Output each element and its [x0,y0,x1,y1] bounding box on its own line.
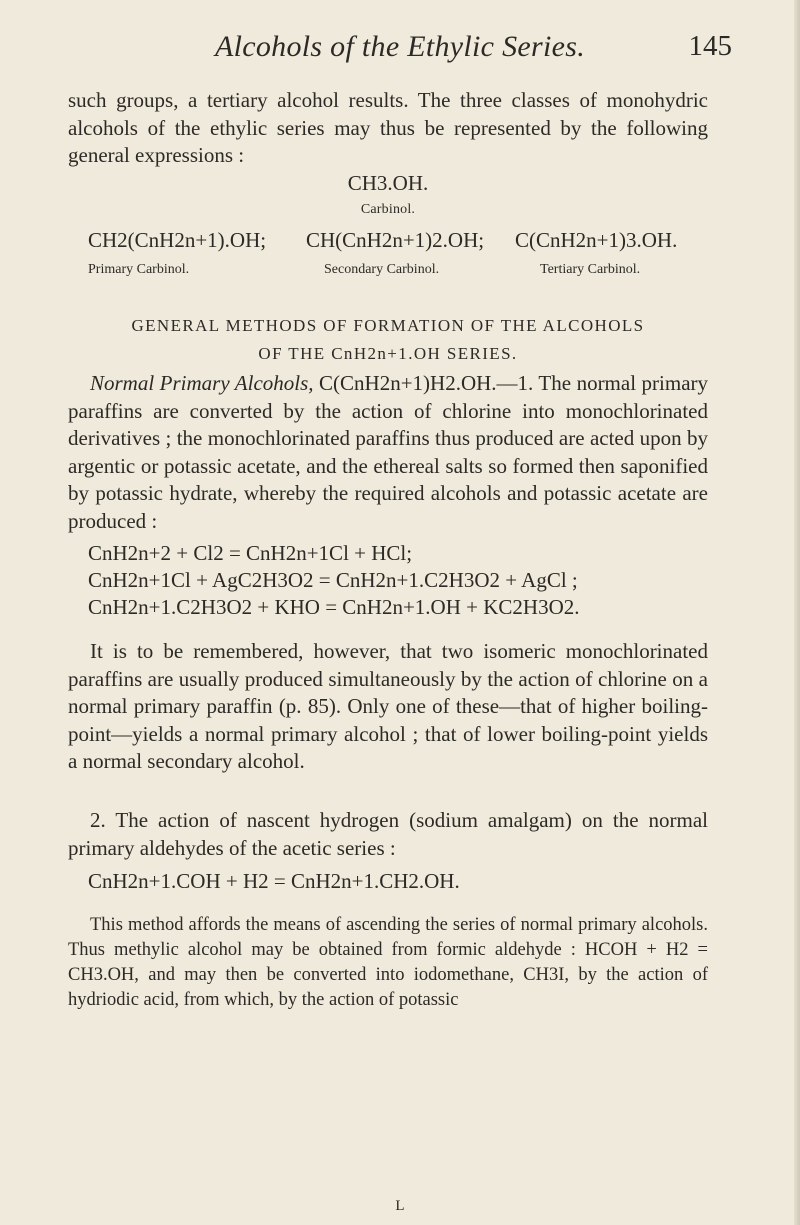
paragraph-1 [68,370,708,535]
equation-line-3: CnH2n+1.C2H3O2 + KHO = CnH2n+1.OH + KC2H3O2. [88,595,580,619]
paragraph-1-title: Normal Primary Alcohols, [90,371,314,395]
tertiary-caption: Tertiary Carbinol. [540,262,641,277]
paragraph-1-formula: C(CnH2n+1)H2.OH.—1. [319,371,534,395]
tertiary-formula: C(CnH2n+1)3.OH. [515,228,678,252]
section-heading-line-2: OF THE CnH2n+1.OH SERIES. [258,344,518,363]
intro-paragraph [68,87,708,170]
section-heading [68,312,708,368]
running-head: Alcohols of the Ethylic Series. [214,30,586,63]
equations-block-1 [88,540,708,621]
carbinol-formula: CH3.OH. [347,171,429,195]
page-header [0,30,800,70]
page-number: 145 [688,30,732,62]
paragraph-4-text: This method affords the means of ascending the series of normal primary alcohols. Thus methylic alcohol may be obtained from formic aldehyde : HCOH + H2 = CH3.OH, and may then be converted into iodomethane, CH3I, by the action of hydriodic acid, from which, by the action of potassic [68,915,708,1010]
paragraph-3-text: 2. The action of nascent hydrogen (sodium amalgam) on the normal primary aldehydes of the acetic series : [68,808,708,860]
carbinol-caption: Carbinol. [360,202,416,217]
paragraph-4 [68,913,708,1013]
signature-mark: L [395,1198,405,1214]
equation-block-2 [88,868,708,895]
page-edge [794,0,800,1225]
paragraph-1-body: The normal primary paraffins are converted by the action of chlorine into monochlorinated derivatives ; the monochlorinated paraffins thus produced are acted upon by argentic or potassic acetate, and the ethereal salts so formed then saponified by potassic hydrate, whereby the required alcohols and potassic acetate are produced : [68,371,709,533]
primary-formula: CH2(CnH2n+1).OH; [88,228,267,252]
section-heading-line-1: GENERAL METHODS OF FORMATION OF THE ALCOHOLS [131,316,645,335]
paragraph-3 [68,807,708,862]
equation-line-2: CnH2n+1Cl + AgC2H3O2 = CnH2n+1.C2H3O2 + AgCl ; [88,568,578,592]
secondary-formula: CH(CnH2n+1)2.OH; [306,228,485,252]
paragraph-2 [68,638,708,776]
primary-caption: Primary Carbinol. [88,262,190,277]
secondary-caption: Secondary Carbinol. [324,262,440,277]
equation-line-1: CnH2n+2 + Cl2 = CnH2n+1Cl + HCl; [88,541,413,565]
equation-2: CnH2n+1.COH + H2 = CnH2n+1.CH2.OH. [88,869,460,893]
intro-text: such groups, a tertiary alcohol results. The three classes of monohydric alcohols of the ethylic series may thus be represented by the following general expressions : [68,88,708,167]
paragraph-2-text: It is to be remembered, however, that two isomeric monochlorinated paraffins are usually produced simultaneously by the action of chlorine on a normal primary paraffin (p. 85). Only one of these—that of higher boiling-point—yields a normal primary alcohol ; that of lower boiling-point yields a normal secondary alcohol. [68,639,708,773]
